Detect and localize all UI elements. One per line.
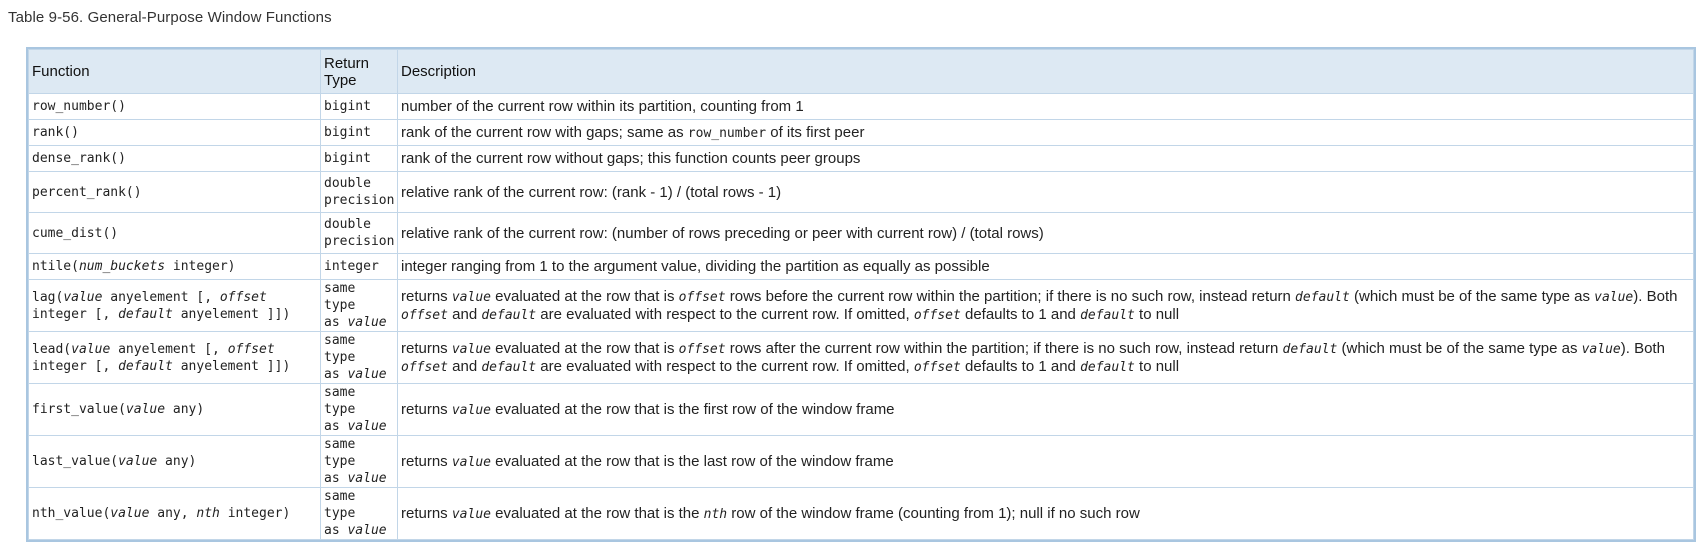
fn-text: anyelement ]]) — [172, 306, 291, 322]
ret-line: same type — [324, 333, 356, 365]
function-cell — [29, 254, 321, 280]
ret-line: same type — [324, 281, 356, 313]
desc-param: offset — [401, 307, 448, 323]
desc-code: row_number — [687, 125, 767, 141]
ret-line: as — [324, 419, 348, 434]
desc-param: offset — [401, 359, 448, 375]
fn-text: anyelement ]]) — [172, 358, 291, 374]
ret-param: value — [347, 367, 387, 382]
description-cell: integer ranging from 1 to the argument value, dividing the partition as equally as possible — [398, 254, 1694, 280]
desc-text: rows before the current row within the partition; if there is no such row, instead return — [725, 287, 1296, 305]
desc-param: value — [451, 341, 491, 357]
description-cell — [398, 120, 1694, 146]
fn-param: num_buckets — [78, 259, 166, 274]
fn-param: default — [118, 358, 173, 374]
return-type-cell — [321, 332, 398, 384]
desc-param: default — [481, 307, 537, 323]
ret-line: same type — [324, 385, 356, 417]
table-row — [29, 94, 1694, 120]
desc-param: offset — [678, 289, 726, 305]
function-cell: percent_rank() — [29, 172, 321, 213]
desc-param: value — [451, 454, 491, 470]
desc-param: value — [451, 506, 491, 522]
desc-text: to null — [1134, 357, 1180, 375]
desc-text: are evaluated with respect to the current row. If omitted, — [536, 357, 914, 375]
return-type-cell — [321, 172, 398, 213]
return-type-cell: bigint — [321, 94, 398, 120]
function-cell — [29, 332, 321, 384]
desc-param: default — [481, 359, 537, 375]
table-row — [29, 120, 1694, 146]
desc-text: (which must be of the same type as — [1337, 339, 1582, 357]
fn-text: any) — [157, 454, 197, 469]
return-type-cell: bigint — [321, 120, 398, 146]
desc-param: nth — [703, 506, 728, 522]
function-cell: rank() — [29, 120, 321, 146]
ret-line: precision — [324, 234, 395, 249]
fn-text: lag( — [32, 289, 64, 305]
fn-text: lead( — [32, 341, 72, 357]
header-description: Description — [398, 50, 1694, 94]
header-return-type — [321, 50, 398, 94]
ret-line: as — [324, 367, 348, 382]
fn-param: value — [71, 341, 111, 357]
fn-param: value — [118, 454, 158, 469]
description-cell: relative rank of the current row: (rank - 1) / (total rows - 1) — [398, 172, 1694, 213]
desc-text: evaluated at the row that is the first row of the window frame — [491, 400, 895, 418]
desc-text: returns — [401, 287, 452, 305]
desc-text: returns — [401, 339, 452, 357]
desc-text: returns — [401, 452, 452, 470]
table-row — [29, 146, 1694, 172]
desc-text: evaluated at the row that is — [491, 339, 679, 357]
fn-param: offset — [219, 289, 267, 305]
fn-param: value — [125, 402, 166, 417]
table-row — [29, 172, 1694, 213]
ret-line: double — [324, 217, 371, 232]
header-return-label-1: Return — [324, 54, 370, 72]
desc-param: offset — [678, 341, 726, 357]
return-type-cell: bigint — [321, 146, 398, 172]
ret-line: same type — [324, 489, 356, 521]
fn-text: anyelement [, — [110, 341, 228, 357]
ret-param: value — [347, 315, 387, 330]
ret-param: value — [347, 419, 387, 434]
desc-param: default — [1282, 341, 1338, 357]
desc-text: rank of the current row with gaps; same as — [401, 123, 688, 141]
desc-text: ). Both — [1620, 339, 1665, 357]
return-type-cell: integer — [321, 254, 398, 280]
ret-line: as — [324, 471, 348, 486]
fn-param: default — [118, 306, 173, 322]
desc-param: offset — [913, 359, 961, 375]
description-cell — [398, 280, 1694, 332]
fn-text: integer [, — [32, 358, 119, 374]
fn-param: nth — [196, 506, 220, 521]
desc-text: ). Both — [1633, 287, 1678, 305]
table-row — [29, 384, 1694, 436]
table-row — [29, 332, 1694, 384]
desc-text: returns — [401, 504, 452, 522]
desc-text: returns — [401, 400, 452, 418]
fn-text: nth_value( — [32, 506, 111, 521]
desc-text: evaluated at the row that is the — [491, 504, 704, 522]
description-cell — [398, 436, 1694, 488]
ret-line: precision — [324, 193, 395, 208]
ret-line: same type — [324, 437, 356, 469]
return-type-cell — [321, 488, 398, 540]
description-cell: relative rank of the current row: (number of rows preceding or peer with current row) / (total rows) — [398, 213, 1694, 254]
fn-text: first_value( — [32, 402, 126, 417]
fn-param: offset — [227, 341, 275, 357]
fn-param: value — [63, 289, 103, 305]
desc-text: evaluated at the row that is the last row of the window frame — [491, 452, 894, 470]
function-cell — [29, 488, 321, 540]
window-functions-table — [26, 47, 1696, 542]
fn-text: integer) — [219, 506, 291, 521]
table-caption: Table 9-56. General-Purpose Window Functions — [8, 9, 332, 26]
desc-text: defaults to 1 and — [960, 305, 1081, 323]
desc-param: value — [1594, 289, 1634, 305]
description-cell — [398, 332, 1694, 384]
desc-param: default — [1080, 359, 1135, 375]
desc-text: to null — [1134, 305, 1180, 323]
description-cell — [398, 488, 1694, 540]
table-row — [29, 254, 1694, 280]
function-cell — [29, 384, 321, 436]
fn-param: value — [110, 506, 150, 521]
ret-line: double — [324, 176, 371, 191]
desc-text: rows after the current row within the partition; if there is no such row, instead return — [725, 339, 1283, 357]
fn-text: integer) — [165, 259, 236, 274]
desc-param: value — [451, 402, 491, 418]
fn-text: ntile( — [32, 259, 79, 274]
desc-param: value — [1581, 341, 1621, 357]
desc-text: are evaluated with respect to the current row. If omitted, — [536, 305, 914, 323]
function-cell: dense_rank() — [29, 146, 321, 172]
desc-param: offset — [913, 307, 961, 323]
header-function: Function — [29, 50, 321, 94]
table-header-row — [29, 50, 1694, 94]
desc-text: evaluated at the row that is — [491, 287, 679, 305]
desc-text: and — [447, 357, 482, 375]
ret-line: as — [324, 315, 348, 330]
return-type-cell — [321, 384, 398, 436]
table-row — [29, 280, 1694, 332]
desc-param: default — [1295, 289, 1350, 305]
return-type-cell — [321, 436, 398, 488]
desc-text: row of the window frame (counting from 1); null if no such row — [727, 504, 1140, 522]
desc-param: default — [1080, 307, 1135, 323]
function-cell — [29, 436, 321, 488]
desc-text: (which must be of the same type as — [1349, 287, 1595, 305]
desc-text: and — [447, 305, 482, 323]
return-type-cell — [321, 280, 398, 332]
fn-text: any, — [149, 506, 197, 521]
table-row — [29, 213, 1694, 254]
function-cell: cume_dist() — [29, 213, 321, 254]
desc-text: defaults to 1 and — [960, 357, 1081, 375]
fn-text: anyelement [, — [102, 289, 220, 305]
description-cell — [398, 384, 1694, 436]
fn-text: last_value( — [32, 454, 119, 469]
table-row — [29, 436, 1694, 488]
ret-line: as — [324, 523, 348, 538]
fn-text: integer [, — [32, 306, 119, 322]
function-cell — [29, 280, 321, 332]
desc-param: value — [451, 289, 491, 305]
fn-text: any) — [165, 402, 205, 417]
table-row — [29, 488, 1694, 540]
function-cell: row_number() — [29, 94, 321, 120]
ret-param: value — [347, 471, 387, 486]
desc-text: of its first peer — [766, 123, 865, 141]
ret-param: value — [347, 523, 387, 538]
description-cell: rank of the current row without gaps; this function counts peer groups — [398, 146, 1694, 172]
return-type-cell — [321, 213, 398, 254]
description-cell: number of the current row within its partition, counting from 1 — [398, 94, 1694, 120]
header-return-label-2: Type — [324, 71, 357, 89]
